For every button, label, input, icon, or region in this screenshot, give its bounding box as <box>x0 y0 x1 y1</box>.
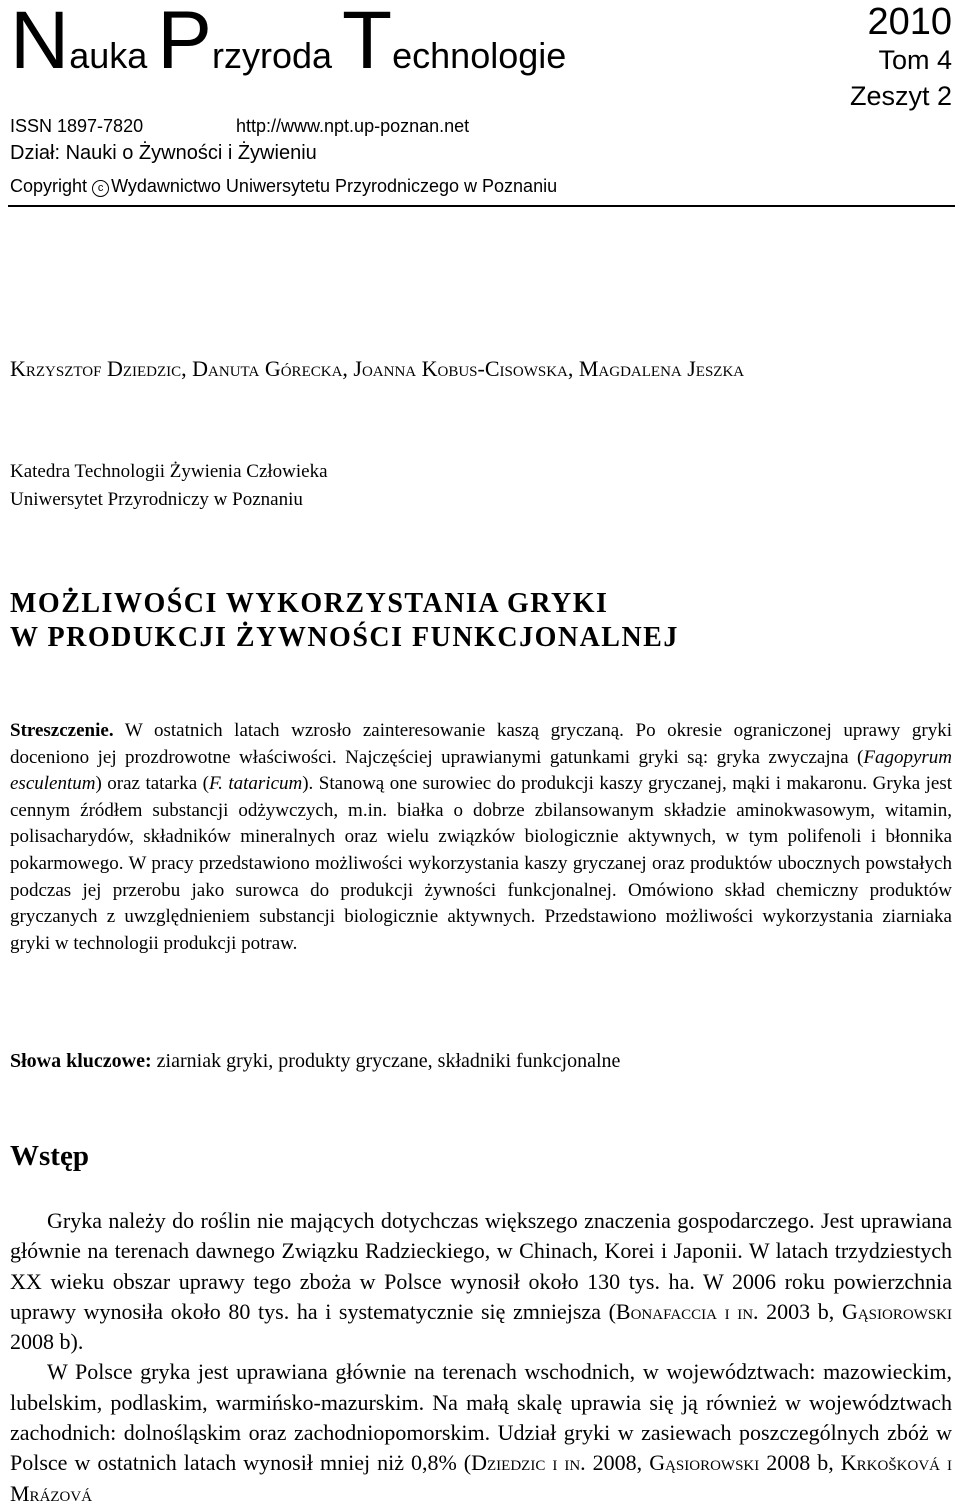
affiliation-university: Uniwersytet Przyrodniczy w Poznaniu <box>10 489 303 510</box>
intro-p2-text-c: 2008 b, <box>759 1450 841 1476</box>
abstract <box>10 718 952 957</box>
citation-dziedzic: Dziedzic i in. <box>471 1450 586 1476</box>
keywords-text: ziarniak gryki, produkty gryczane, składniki funkcjonalne <box>151 1050 621 1072</box>
masthead-initial-p: P <box>157 0 212 86</box>
issn: ISSN 1897-7820 <box>10 116 144 136</box>
abstract-text-1: W ostatnich latach wzrosło zainteresowanie kaszą gryczaną. Po okresie ograniczonej uprawy gryki doceniono jej prozdrowotne właściwości. Najczęściej uprawianymi gatunkami gryki są: gryka zwyczajna ( <box>10 720 952 768</box>
abstract-text-3: ). Stanową one surowiec do produkcji kaszy gryczanej, mąki i makaronu. Gryka jest cennym źródłem substancji odżywczych, m.in. białka o dobrze zbilansowanym składzie aminokwasowym, witamin, polisacharydów, składników mineralnych oraz wielu związków biologicznie aktywnych, w tym polifenoli i błonnika pokarmowego. W pracy przedstawiono możliwości wykorzystania kaszy gryczanej oraz produktów ubocznych powstałych podczas jej przerobu jako surowca do produkcji żywności funkcjonalnej. Omówiono skład chemiczny produktów gryczanych z uwzględnieniem substancji biologicznie aktywnych. Przedstawiono możliwości wykorzystania ziarniaka gryki w technologii produkcji potraw. <box>10 773 952 954</box>
keywords <box>10 1047 952 1075</box>
masthead-word-nauka: auka <box>69 35 158 76</box>
volume-info <box>850 2 952 114</box>
intro-p1-text-a: Gryka należy do roślin nie mających dotychczas większego znaczenia gospodarczego. Jest uprawiana głównie na terenach dawnego Związku Radzieckiego, w Chinach, Korei i Japonii. W latach trzydziestych XX wieku obszar uprawy tego zboża w Polsce wynosił około 130 tys. ha. W 2006 roku powierzchnia uprawy wynosiła około 80 tys. ha i systematycznie się zmniejsza ( <box>10 1208 952 1324</box>
intro-p1-text-b: 2003 b, <box>758 1298 842 1324</box>
citation-krkoskova: Krkošková i Mrázová <box>10 1450 953 1506</box>
author-list: Krzysztof Dziedzic, Danuta Górecka, Joanna Kobus-Cisowska, Magdalena Jeszka <box>10 356 745 381</box>
masthead-word-przyroda: rzyroda <box>212 35 343 76</box>
journal-masthead <box>10 0 567 86</box>
keywords-label: Słowa kluczowe: <box>10 1050 152 1072</box>
masthead-initial-n: N <box>10 0 70 86</box>
header-divider <box>8 205 955 207</box>
affiliation-department: Katedra Technologii Żywienia Człowieka <box>10 461 328 482</box>
volume-tom: Tom 4 <box>878 45 952 75</box>
volume-year: 2010 <box>867 1 952 43</box>
section-dept: Dział: Nauki o Żywności i Żywieniu <box>10 142 317 164</box>
article-title <box>10 587 679 655</box>
intro-p2-text-a: W Polsce gryka jest uprawiana głównie na terenach wschodnich, w województwach: mazowieckim, lubelskim, podlaskim, warmińsko-mazurskim. Na małą skalę uprawia się ją również w województwach zachodnich: dolnośląskim oraz zachodniopomorskim. Udział gryki w zasiewach poszczególnych zbóż w Polsce w ostatnich latach wynosił mniej niż 0,8% ( <box>10 1359 952 1476</box>
abstract-species-1: Fagopyrum esculentum <box>10 746 952 795</box>
section-heading-wstep: Wstęp <box>10 1140 89 1172</box>
volume-zeszyt: Zeszyt 2 <box>849 81 952 111</box>
citation-bonafaccia: Bonafaccia i in. <box>615 1298 759 1324</box>
masthead-initial-t: T <box>342 0 393 86</box>
citation-gasiorowski-2: Gąsiorowski <box>649 1450 760 1476</box>
abstract-species-2: F. tataricum <box>208 773 303 795</box>
masthead-word-technologie: echnologie <box>392 35 567 76</box>
title-line-1: MOŻLIWOŚCI WYKORZYSTANIA GRYKI <box>10 588 609 619</box>
intro-paragraph-1 <box>10 1206 952 1357</box>
citation-gasiorowski: Gąsiorowski <box>841 1298 952 1324</box>
copyright-icon: c <box>92 180 109 197</box>
journal-url-link[interactable]: http://www.npt.up-poznan.net <box>236 116 470 136</box>
publisher-name: Wydawnictwo Uniwersytetu Przyrodniczego w Poznaniu <box>111 176 558 196</box>
intro-p1-text-c: 2008 b). <box>10 1329 84 1355</box>
intro-paragraph-2 <box>10 1357 952 1508</box>
title-line-2: W PRODUKCJI ŻYWNOŚCI FUNKCJONALNEJ <box>10 622 679 653</box>
abstract-text-2: ) oraz tatarka ( <box>95 773 209 795</box>
intro-body <box>10 1206 952 1509</box>
abstract-label: Streszczenie. <box>10 720 114 741</box>
copyright-label: Copyright <box>10 176 88 196</box>
copyright-line <box>10 176 557 197</box>
intro-p2-text-b: 2008, <box>585 1450 650 1476</box>
affiliation <box>10 458 328 514</box>
